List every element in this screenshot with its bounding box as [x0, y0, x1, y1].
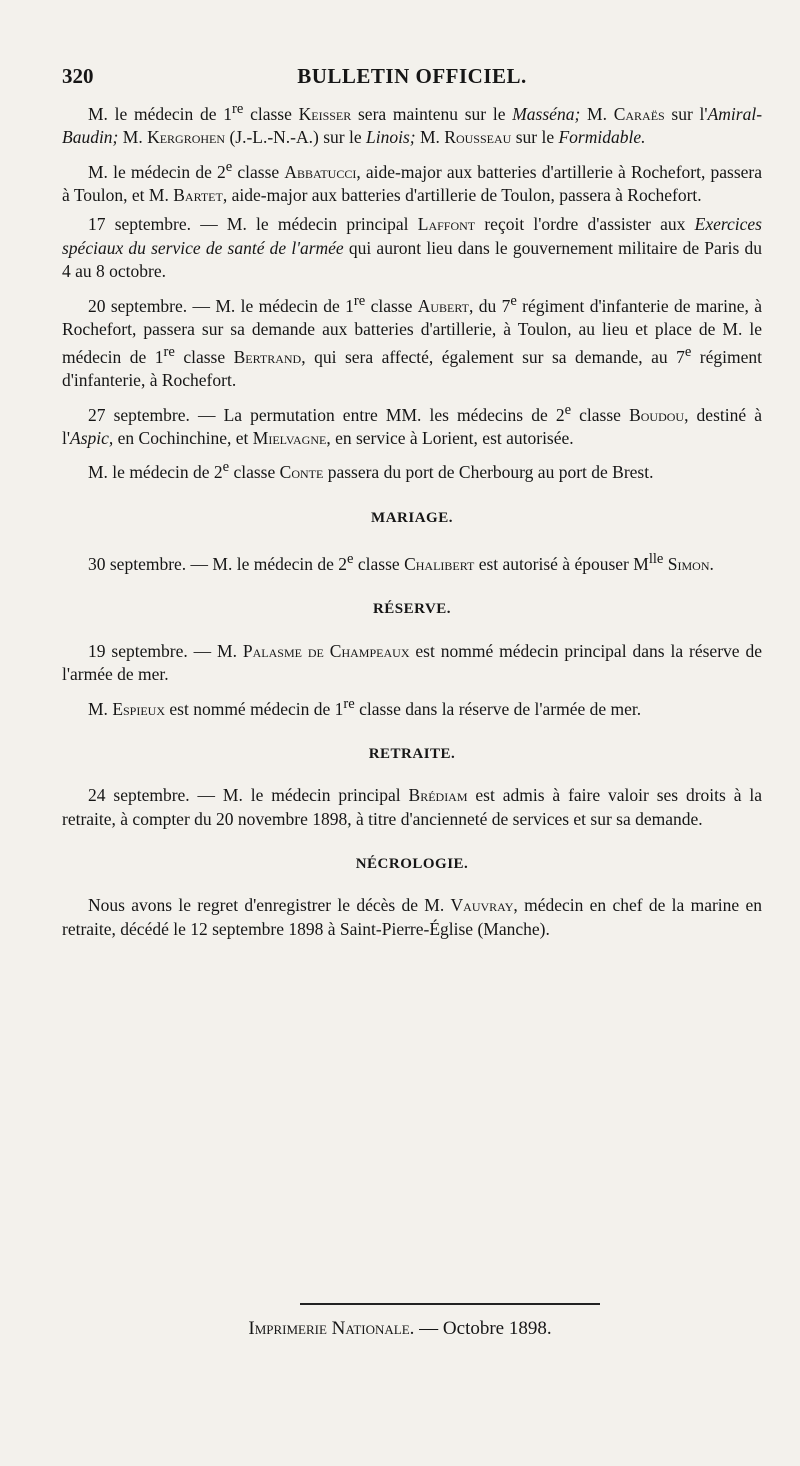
running-title: BULLETIN OFFICIEL.	[297, 64, 527, 88]
paragraph-laffont: 17 septembre. — M. le médecin principal Laffont reçoit l'ordre d'assister aux Exercices spéciaux du service de santé de l'armée qui auront lieu dans le gouvernement militaire de Paris du 4 au 8 octobre.	[62, 214, 762, 282]
person-name: Caraës	[613, 103, 665, 124]
person-name: Espieux	[112, 698, 166, 719]
ship-name: Amiral-Baudin;	[62, 103, 763, 148]
paragraph-abbatucci: M. le médecin de 2e classe Abbatucci, aide-major aux batteries d'artillerie à Rochefort, passera à Toulon, et M. Bartet, aide-major aux batteries d'artillerie de Toulon, passera à Rochefort.	[62, 158, 763, 205]
person-name: Mielvagne	[252, 428, 327, 449]
person-name: Brédiam	[408, 785, 468, 806]
ship-name: Formidable.	[558, 127, 646, 148]
paragraph-conte: M. le médecin de 2e classe Conte passera du port de Cherbourg au port de Brest.	[88, 459, 654, 483]
ship-name: Linois;	[366, 127, 416, 148]
person-name: Simon	[667, 553, 710, 574]
section-heading-mariage: MARIAGE.	[371, 509, 453, 526]
paragraph-masséna: M. le médecin de 1re classe Keisser sera maintenu sur le Masséna; M. Caraës sur l'Amiral-Baudin; M. Kergrohen (J.-L.-N.-A.) sur le Linois; M. Rousseau sur le Formidable.	[62, 101, 763, 148]
paragraph-boudou: 27 septembre. — La permutation entre MM. les médecins de 2e classe Boudou, destiné à l'Aspic, en Cochinchine, et Mielvagne, en service à Lorient, est autorisée.	[62, 401, 762, 449]
imprint-date: — Octobre 1898.	[414, 1318, 552, 1339]
page-header	[62, 64, 762, 94]
section-heading-retraite: RETRAITE.	[368, 745, 456, 762]
person-name: Chalibert	[404, 553, 475, 574]
person-name: Aubert	[417, 295, 469, 316]
person-name: Kergrohen	[147, 127, 226, 148]
imprint-line	[0, 1318, 800, 1340]
imprint-divider	[300, 1303, 600, 1305]
person-name: Bertrand	[233, 346, 302, 367]
paragraph-espieux: M. Espieux est nommé médecin de 1re classe dans la réserve de l'armée de mer.	[88, 695, 642, 719]
section-heading-necrologie: NÉCROLOGIE.	[355, 855, 469, 872]
person-name: Bartet	[173, 184, 223, 205]
paragraph-vauvray: Nous avons le regret d'enregistrer le décès de M. Vauvray, médecin en chef de la marine en retraite, décédé le 12 septembre 1898 à Saint-Pierre-Église (Manche).	[62, 895, 763, 939]
paragraph-brediam: 24 septembre. — M. le médecin principal Brédiam est admis à faire valoir ses droits à la retraite, à compter du 20 novembre 1898, à titre d'ancienneté de services et sur sa demande.	[62, 785, 762, 829]
person-name: Boudou	[629, 404, 685, 425]
body-text	[62, 98, 762, 947]
paragraph-palasme: 19 septembre. — M. Palasme de Champeaux est nommé médecin principal dans la réserve de l'armée de mer.	[62, 640, 762, 685]
paragraph-chalibert: 30 septembre. — M. le médecin de 2e classe Chalibert est autorisé à épouser $M^{lle}$ Simon.	[88, 551, 714, 574]
ship-name: Masséna;	[512, 103, 581, 124]
page-number: 320	[62, 64, 94, 88]
person-name: Palasme de Champeaux	[242, 640, 410, 661]
imprint-name: Imprimerie Nationale.	[248, 1318, 415, 1339]
person-name: Laffont	[417, 214, 476, 235]
section-heading-reserve: RÉSERVE.	[372, 601, 452, 618]
person-name: Keisser	[298, 103, 352, 124]
paragraph-aubert: 20 septembre. — M. le médecin de 1re classe Aubert, du 7e régiment d'infanterie de marine, à Rochefort, passera sur sa demande aux batteries d'artillerie, à Toulon, au lieu et place de M. le médecin de 1re classe Bertrand, qui sera affecté, également sur sa demande, au 7e régiment d'infanterie, à Rochefort.	[62, 292, 762, 391]
person-name: Conte	[279, 462, 324, 483]
person-name: Abbatucci	[284, 161, 357, 182]
ship-name: Aspic,	[70, 428, 114, 449]
event-name: Exercices spéciaux du service de santé de l'armée	[62, 214, 762, 258]
person-name: Rousseau	[444, 127, 512, 148]
person-name: Vauvray	[450, 895, 514, 916]
